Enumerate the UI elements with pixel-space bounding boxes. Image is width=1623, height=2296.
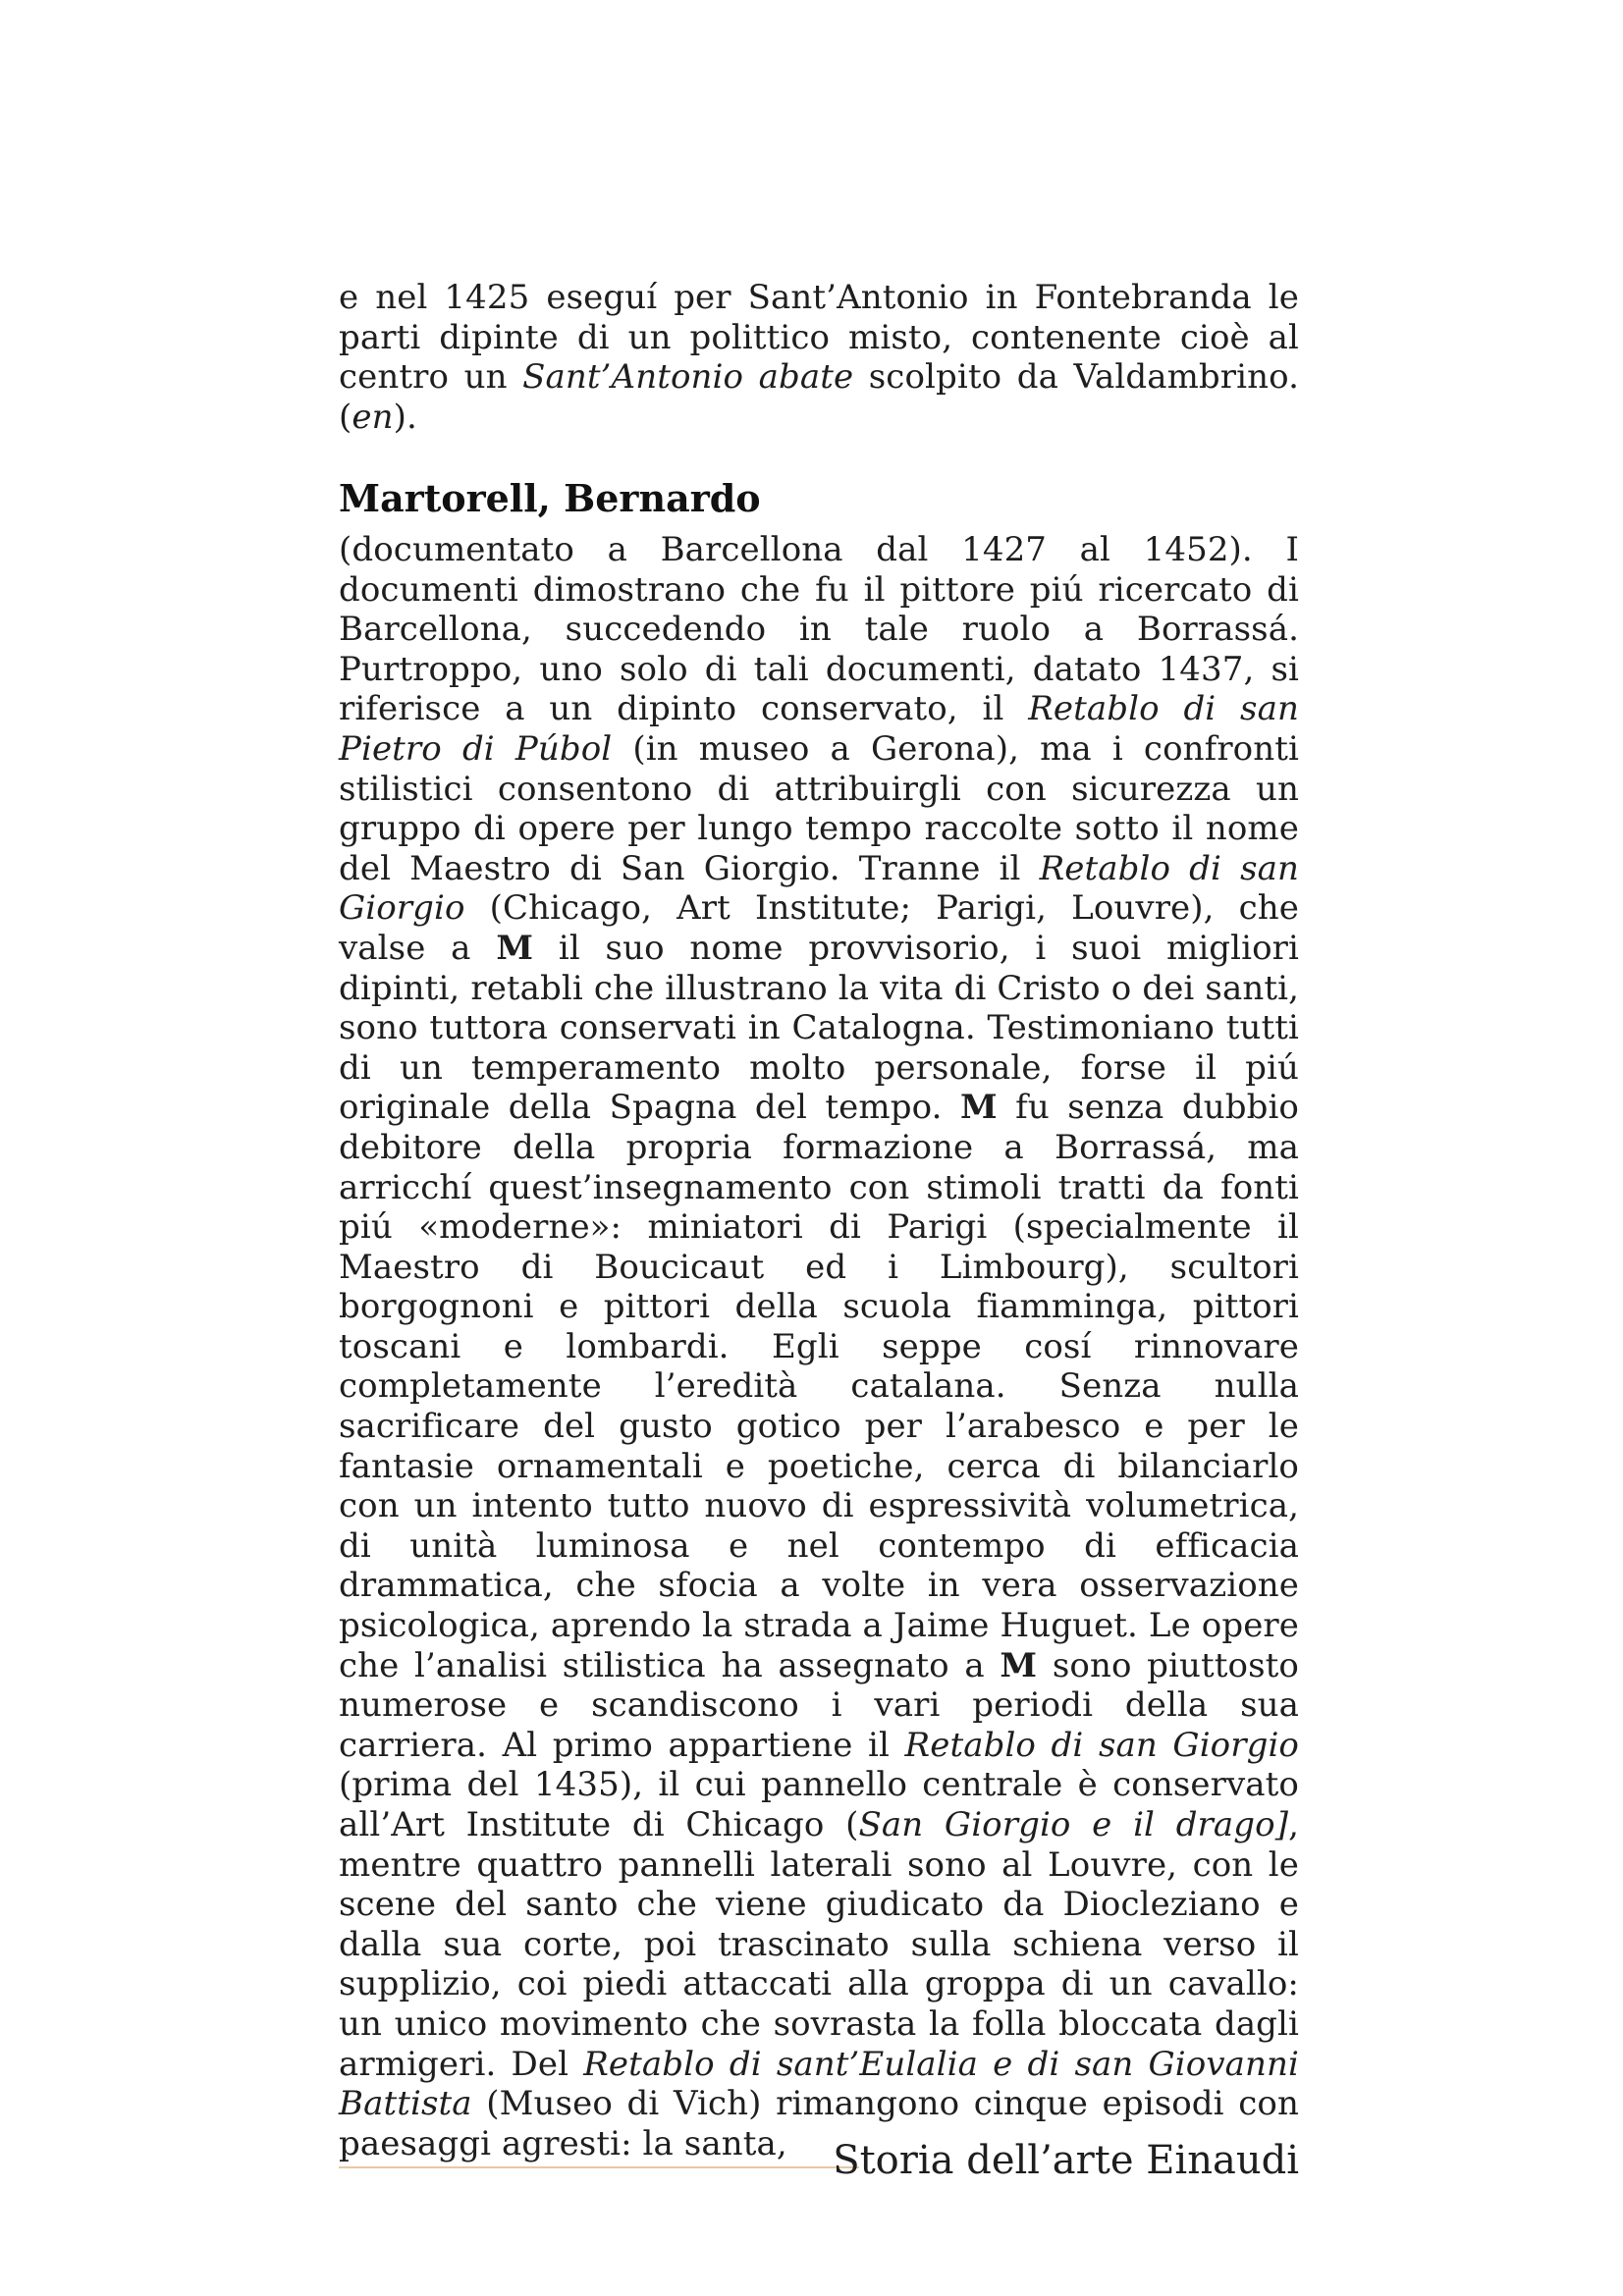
artwork-title: Retablo di sant’Eulalia e di san Giovanni Battista xyxy=(339,2044,1300,2124)
artist-abbreviation: M xyxy=(1000,1645,1038,1685)
body-text-run: , mentre quattro pannelli laterali sono al Louvre, con le scene del santo che viene giudicato da Diocleziano e dalla sua corte, poi trascinato sulla schiena verso il supplizio, coi piedi attaccati alla groppa di un cavallo: un unico movimento che sovrasta la folla bloccata dagli armigeri. Del xyxy=(339,1805,1300,2084)
entry-text xyxy=(339,530,1299,2163)
intro-paragraph xyxy=(339,278,1299,437)
body-text-run: il suo nome provvisorio, i suoi migliori dipinti, retabli che illustrano la vita di Cristo o dei santi, sono tuttora conservati in Catalogna. Testimoniano tutti di un temperamento molto personale, forse il piú originale della Spagna del tempo. xyxy=(339,928,1300,1128)
intro-text-run: e nel 1425 eseguí per Sant’Antonio in Fontebranda le parti dipinte di un polittico misto, contenente cioè al centro un xyxy=(339,278,1299,398)
intro-text xyxy=(339,278,1299,437)
entry-title: Martorell, Bernardo xyxy=(339,476,761,520)
body-text-run: (in museo a Gerona), ma i confronti stilistici consentono di attribuirgli con sicurezza un gruppo di opere per lungo tempo raccolte sotto il nome del Maestro di San Giorgio. Tranne il xyxy=(339,728,1299,888)
body-text-run: (documentato a Barcellona dal 1427 al 1452). I documenti dimostrano che fu il pittore piú ricercato di Barcellona, succedendo in tale ruolo a Borrassá. Purtroppo, uno solo di tali documenti, datato 1437, si riferisce a un dipinto conservato, il xyxy=(339,530,1299,729)
body-text-run: (prima del 1435), il cui pannello centrale è conservato all’Art Institute di Chicago ( xyxy=(339,1765,1299,1844)
intro-text-run: ). xyxy=(393,397,417,437)
body-text-run: sono piuttosto numerose e scandiscono i vari periodi della sua carriera. Al primo appartiene il xyxy=(339,1645,1299,1765)
artwork-title: San Giorgio e il drago] xyxy=(858,1805,1289,1844)
body-text-run: fu senza dubbio debitore della propria formazione a Borrassá, ma arricchí quest’insegnamento con stimoli tratti da fonti piú «moderne»: miniatori di Parigi (specialmente il Maestro di Boucicaut ed i Limbourg), scultori borgognoni e pittori della scuola fiamminga, pittori toscani e lombardi. Egli seppe cosí rinnovare completamente l’eredità catalana. Senza nulla sacrificare del gusto gotico per l’arabesco e per le fantasie ornamentali e poetiche, cerca di bilanciarlo con un intento tutto nuovo di espressività volumetrica, di unità luminosa e nel contempo di efficacia drammatica, che sfocia a volte in vera osservazione psicologica, aprendo la strada a Jaime Huguet. Le opere che l’analisi stilistica ha assegnato a xyxy=(339,1088,1299,1685)
intro-text-run: scolpito da Valdambrino. ( xyxy=(339,357,1299,437)
artwork-title: Retablo di san Giorgio xyxy=(339,848,1299,929)
author-initials: en xyxy=(352,397,394,437)
body-text-run: (Museo di Vich) rimangono cinque episodi con paesaggi agresti: la santa, xyxy=(339,2084,1299,2163)
artwork-title: Sant’Antonio abate xyxy=(522,357,854,398)
artwork-title: Retablo di san Pietro di Púbol xyxy=(339,689,1299,769)
footer-divider xyxy=(339,2166,859,2168)
artist-abbreviation: M xyxy=(959,1088,998,1128)
entry-body xyxy=(339,530,1299,2163)
artwork-title: Retablo di san Giorgio xyxy=(904,1725,1299,1765)
artist-abbreviation: M xyxy=(496,928,534,968)
body-text-run: (Chicago, Art Institute; Parigi, Louvre), che valse a xyxy=(339,888,1299,968)
footer-publication-title: Storia dell’arte Einaudi xyxy=(833,2138,1299,2183)
